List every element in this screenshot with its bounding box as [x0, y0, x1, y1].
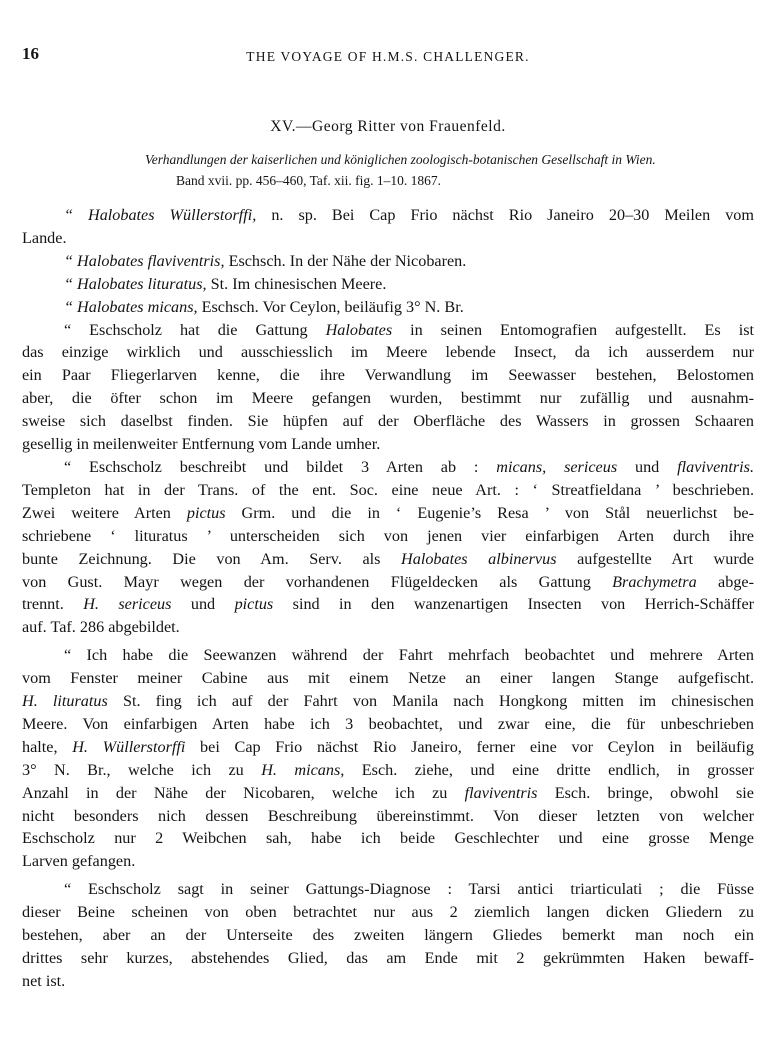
species-entry: “ Halobates lituratus, St. Im chinesischen Meere.: [64, 274, 387, 293]
text-line: “ Ich habe die Seewanzen während der Fahrt mehrfach beobachtet und mehrere Arten: [64, 646, 754, 665]
text-line: 3° N. Br., welche ich zu H. micans, Esch. ziehe, und eine dritte endlich, in grosser: [22, 760, 754, 779]
text-line: drittes sehr kurzes, abstehendes Glied, das am Ende mit 2 gekrümmten Haken bewaff-: [22, 949, 754, 967]
species-entry: “ Halobates flaviventris, Eschsch. In der Nähe der Nicobaren.: [64, 251, 467, 270]
species-name: “ Halobates flaviventris,: [64, 251, 225, 270]
species-name: “ Halobates lituratus,: [64, 274, 207, 293]
section-title: XV.—Georg Ritter von Frauenfeld.: [270, 118, 506, 135]
paragraph-4: [22, 878, 754, 993]
text-line: trennt. H. sericeus und pictus sind in den wanzenartigen Insecten von Herrich-Schäffer: [22, 595, 755, 614]
article-body: [22, 204, 754, 993]
species-name: “ Halobates Wüllerstorffi,: [64, 206, 257, 224]
species-entry: “ Halobates micans, Eschsch. Vor Ceylon, beiläufig 3° N. Br.: [64, 297, 464, 316]
text-line: “ Eschscholz beschreibt und bildet 3 Arten ab : micans, sericeus und flaviventris.: [64, 457, 755, 476]
text-line: Larven gefangen.: [22, 852, 136, 871]
page-number: 16: [22, 44, 39, 63]
text-line: vom Fenster meiner Cabine aus mit einem Netze an einer langen Stange aufgefischt.: [22, 669, 754, 688]
journal-volume-reference: Band xvii. pp. 456–460, Taf. xii. fig. 1–10. 1867.: [176, 173, 442, 188]
text-line: Meere. Von einfarbigen Arten habe ich 3 beobachtet, und zwar eine, die für unbeschrieben: [22, 714, 754, 733]
text-line: dieser Beine scheinen von oben betrachtet nur aus 2 ziemlich langen dicken Gliedern zu: [22, 903, 754, 922]
text-line: ein Paar Fliegerlarven kenne, die ihre Verwandlung im Seewasser bestehen, Belostomen: [22, 366, 754, 385]
text-line: net ist.: [22, 971, 66, 990]
running-head: THE VOYAGE OF H.M.S. CHALLENGER.: [246, 49, 530, 64]
species-name: “ Halobates micans,: [64, 297, 198, 316]
journal-reference: Verhandlungen der kaiserlichen und königlichen zoologisch-botanischen Gesellschaft in Wien.: [145, 152, 656, 167]
paragraph-2: [22, 456, 754, 639]
text-line: bunte Zeichnung. Die von Am. Serv. als Halobates albinervus aufgestellte Art wurde: [22, 549, 754, 568]
text-line: Zwei weitere Arten pictus Grm. und die in ‘ Eugenie’s Resa ’ von Stål neuerlichst be-: [22, 503, 754, 522]
text-line: halte, H. Wüllerstorffi bei Cap Frio nächst Rio Janeiro, ferner eine vor Ceylon in beiläufig: [22, 737, 754, 756]
text-line: sweise sich daselbst finden. Sie hüpfen auf der Oberfläche des Wassers in grossen Schaaren: [22, 412, 754, 431]
text-line: von Gust. Mayr wegen der vorhandenen Flügeldecken als Gattung Brachymetra abge-: [22, 572, 755, 591]
text-line: bestehen, aber an der Unterseite des zweiten längern Gliedes bemerkt man noch ein: [22, 926, 754, 945]
text-line: “ Eschscholz sagt in seiner Gattungs-Diagnose : Tarsi antici triarticulati ; die Füsse: [64, 880, 754, 899]
text-line: H. lituratus St. fing ich auf der Fahrt von Manila nach Hongkong mitten im chinesischen: [22, 692, 754, 711]
paragraph-3: [22, 644, 754, 873]
text-line: Templeton hat in der Trans. of the ent. Soc. eine neue Art. : ‘ Streatfieldana ’ beschrieben.: [22, 480, 754, 499]
species-entry-continued: Lande.: [22, 228, 67, 247]
text-line: auf. Taf. 286 abgebildet.: [22, 618, 180, 637]
text-line: nicht besonders nich dessen Beschreibung übereinstimmt. Von dieser letzten von welcher: [22, 806, 754, 825]
text-line: das einzige wirklich und ausschiesslich im Meere lebende Insect, da ich ausserdem nur: [22, 343, 754, 362]
text-line: gesellig in meilenweiter Entfernung vom Lande umher.: [22, 435, 381, 454]
text-line: aber, die öfter schon im Meere gefangen wurden, bestimmt nur zufällig und ausnahm-: [22, 389, 754, 408]
species-entry: “ Halobates Wüllerstorffi, n. sp. Bei Cap Frio nächst Rio Janeiro 20–30 Meilen vom: [64, 206, 754, 224]
paragraph-1: [22, 319, 754, 456]
text-line: schriebene ‘ lituratus ’ unterscheiden sich von jenen vier einfarbigen Arten durch ihre: [22, 526, 754, 545]
text-line: Eschscholz nur 2 Weibchen sah, habe ich beide Geschlechter und eine grosse Menge: [22, 829, 754, 848]
text-line: Anzahl in der Nähe der Nicobaren, welche ich zu flaviventris Esch. bringe, obwohl sie: [22, 783, 754, 802]
text-line: “ Eschscholz hat die Gattung Halobates in seinen Entomografien aufgestellt. Es ist: [64, 320, 754, 339]
